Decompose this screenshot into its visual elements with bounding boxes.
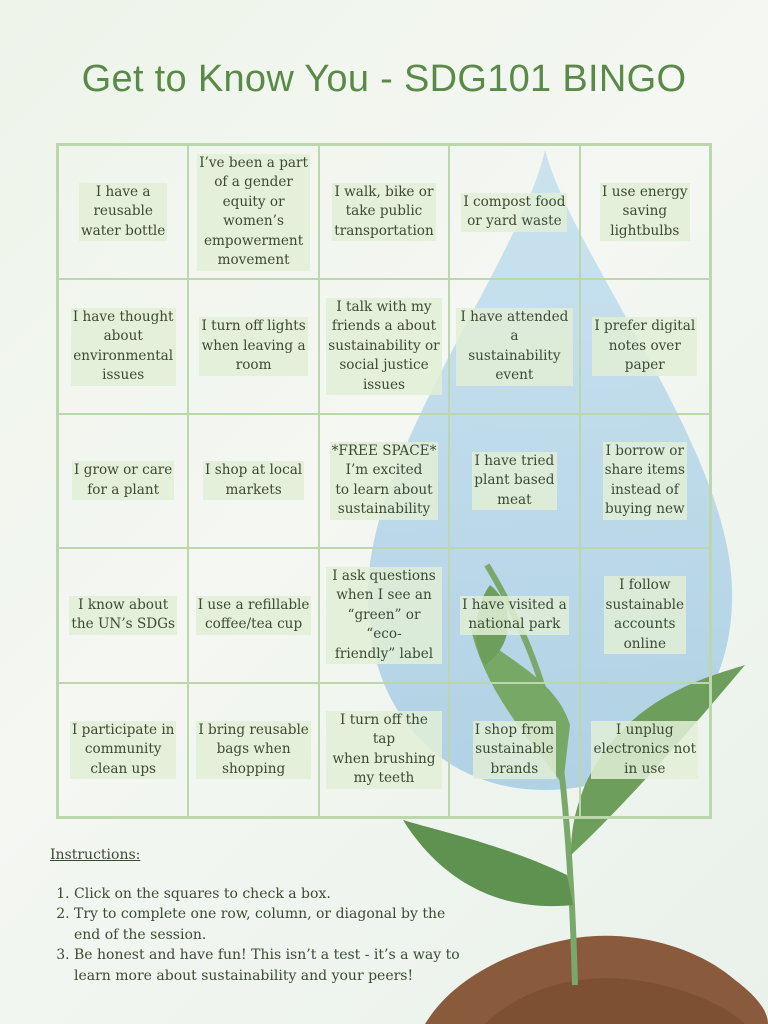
bingo-square[interactable] [319, 683, 449, 817]
bingo-square-label: I prefer digital notes over paper [592, 317, 697, 376]
bingo-square-label: I have attended a sustainability event [456, 308, 572, 386]
bingo-square[interactable] [580, 683, 710, 817]
bingo-square[interactable] [188, 279, 318, 413]
bingo-square[interactable] [58, 683, 188, 817]
instructions-heading: Instructions: [50, 847, 141, 863]
bingo-square-label: I participate in community clean ups [70, 721, 177, 780]
bingo-square-label: I use energy saving lightbulbs [600, 183, 690, 242]
bingo-square-label: I shop at local markets [203, 461, 304, 500]
bingo-square-label: I have visited a national park [460, 596, 569, 635]
bingo-square[interactable] [449, 145, 579, 279]
bingo-square-label: I know about the UN’s SDGs [69, 596, 177, 635]
bingo-square[interactable] [58, 414, 188, 548]
bingo-square[interactable] [58, 279, 188, 413]
bingo-square-label: I have a reusable water bottle [79, 183, 167, 242]
bingo-square-label: I grow or care for a plant [72, 461, 174, 500]
bingo-square[interactable] [319, 548, 449, 682]
bingo-square[interactable] [449, 279, 579, 413]
bingo-square-label: I have tried plant based meat [472, 452, 556, 511]
bingo-square-label: I’ve been a part of a gender equity or women’s empowerment movement [197, 154, 310, 271]
instructions-section [50, 845, 460, 986]
bingo-square[interactable] [319, 145, 449, 279]
bingo-square[interactable] [580, 414, 710, 548]
bingo-square[interactable] [449, 683, 579, 817]
bingo-square-label: I borrow or share items instead of buying new [603, 442, 687, 520]
bingo-square[interactable] [188, 145, 318, 279]
bingo-square-label: I bring reusable bags when shopping [196, 721, 311, 780]
free-space-square[interactable] [319, 414, 449, 548]
bingo-square[interactable] [188, 414, 318, 548]
bingo-square-label: I talk with my friends a about sustainability or social justice issues [326, 298, 441, 396]
instruction-item: 1. Click on the squares to check a box. [74, 884, 460, 905]
bingo-square-label: I shop from sustainable brands [473, 721, 556, 780]
page-title: Get to Know You - SDG101 BINGO [81, 58, 687, 100]
bingo-square[interactable] [58, 548, 188, 682]
bingo-square-label: I compost food or yard waste [461, 193, 567, 232]
bingo-square[interactable] [580, 145, 710, 279]
bingo-square-label: *FREE SPACE* I’m excited to learn about sustainability [330, 442, 439, 520]
bingo-square-label: I turn off the tap when brushing my teeth [326, 711, 442, 789]
instructions-list [50, 884, 460, 987]
bingo-square[interactable] [319, 279, 449, 413]
instruction-item: 2. Try to complete one row, column, or diagonal by the end of the session. [74, 904, 460, 945]
bingo-square-label: I have thought about environmental issues [71, 308, 176, 386]
bingo-square[interactable] [188, 683, 318, 817]
bingo-square-label: I ask questions when I see an “green” or “eco- friendly” label [326, 567, 442, 665]
bingo-square[interactable] [449, 548, 579, 682]
bingo-square-label: I use a refillable coffee/tea cup [196, 596, 312, 635]
bingo-square[interactable] [188, 548, 318, 682]
bingo-square-label: I follow sustainable accounts online [604, 576, 687, 654]
bingo-square[interactable] [580, 548, 710, 682]
bingo-square-label: I turn off lights when leaving a room [199, 317, 307, 376]
bingo-grid [56, 143, 712, 819]
bingo-square[interactable] [580, 279, 710, 413]
bingo-square-label: I unplug electronics not in use [591, 721, 698, 780]
bingo-square[interactable] [449, 414, 579, 548]
instruction-item: 3. Be honest and have fun! This isn’t a test - it’s a way to learn more about sustainability and your peers! [74, 945, 460, 986]
bingo-square[interactable] [58, 145, 188, 279]
bingo-square-label: I walk, bike or take public transportation [332, 183, 436, 242]
